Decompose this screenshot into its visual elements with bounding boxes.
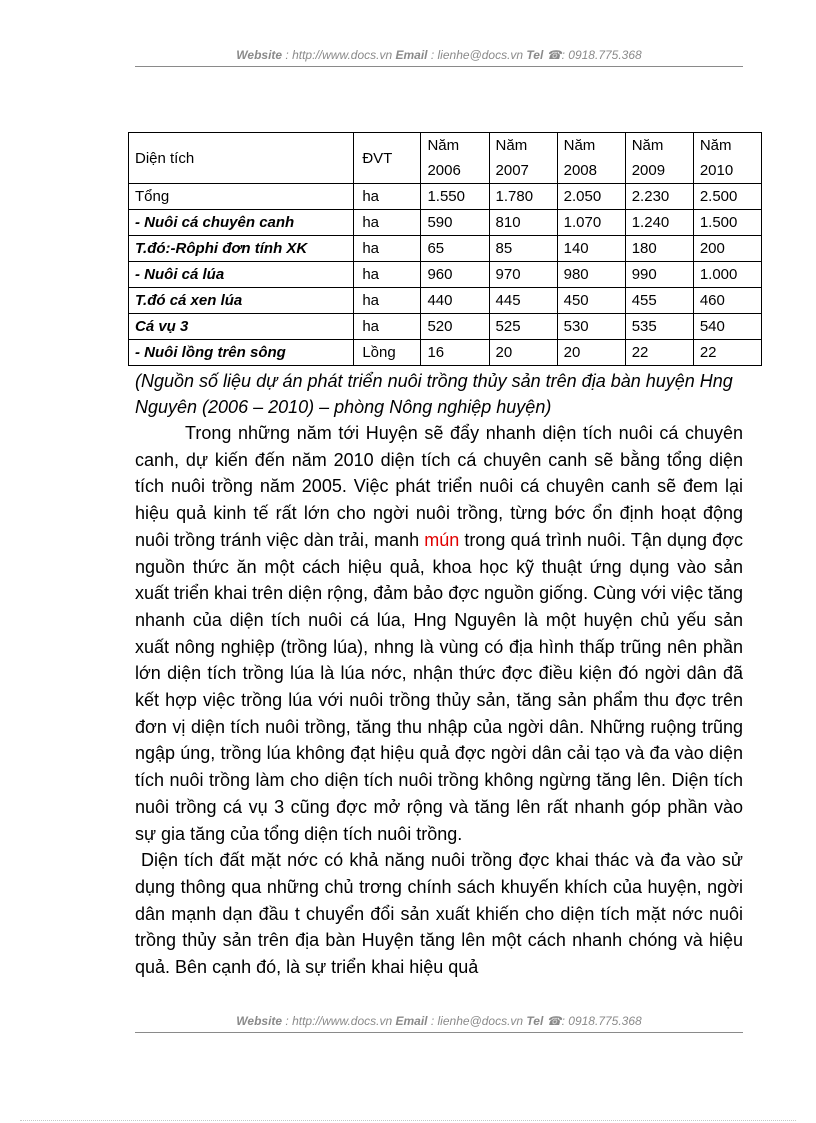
table-row (129, 184, 762, 210)
page-header (135, 48, 743, 67)
row-value: 530 (557, 314, 625, 340)
row-label: - Nuôi lồng trên sông (129, 340, 354, 366)
row-value: 22 (693, 340, 761, 366)
table-row (129, 210, 762, 236)
row-value: 1.070 (557, 210, 625, 236)
header-unit-cell: ĐVT (354, 133, 421, 184)
header-year-cell: Năm 2009 (625, 133, 693, 184)
row-value: 445 (489, 288, 557, 314)
paragraph-1 (135, 420, 743, 847)
row-value: 2.050 (557, 184, 625, 210)
header-email-label: Email (395, 48, 428, 62)
row-value: 535 (625, 314, 693, 340)
footer-email-label: Email (395, 1014, 428, 1028)
header-tel-value: ☎: 0918.775.368 (546, 48, 642, 62)
row-unit: ha (354, 184, 421, 210)
row-value: 180 (625, 236, 693, 262)
row-value: 450 (557, 288, 625, 314)
row-value: 1.000 (693, 262, 761, 288)
table-row (129, 262, 762, 288)
row-label: - Nuôi cá chuyên canh (129, 210, 354, 236)
row-value: 20 (557, 340, 625, 366)
header-website-url: : http://www.docs.vn (285, 48, 393, 62)
row-unit: ha (354, 288, 421, 314)
paragraph-1-text-a: Trong những năm tới Huyện sẽ đẩy nhanh diện tích nuôi cá chuyên canh, dự kiến đến năm 2010 diện tích cá chuyên canh sẽ bằng tổng diện tích nuôi trồng năm 2005. Việc phát triển nuôi cá chuyên canh sẽ đem lại hiệu quả kinh tế rất lớn cho ngời nuôi trồng, từng bớc ổn định hoạt động nuôi trồng tránh việc dàn trải, manh (135, 423, 743, 550)
aquaculture-area-table (128, 132, 762, 366)
row-unit: ha (354, 262, 421, 288)
row-value: 460 (693, 288, 761, 314)
header-tel-label: Tel (526, 48, 544, 62)
footer-website-url: : http://www.docs.vn (285, 1014, 393, 1028)
table-header-row (129, 133, 762, 184)
row-value: 440 (421, 288, 489, 314)
row-unit: ha (354, 210, 421, 236)
row-value: 540 (693, 314, 761, 340)
row-unit: ha (354, 314, 421, 340)
row-value: 200 (693, 236, 761, 262)
row-value: 970 (489, 262, 557, 288)
row-unit: ha (354, 236, 421, 262)
row-value: 990 (625, 262, 693, 288)
document-body (135, 420, 743, 981)
row-label: T.đó cá xen lúa (129, 288, 354, 314)
row-value: 455 (625, 288, 693, 314)
row-value: 1.550 (421, 184, 489, 210)
header-year-cell: Năm 2006 (421, 133, 489, 184)
header-year-cell: Năm 2010 (693, 133, 761, 184)
row-value: 525 (489, 314, 557, 340)
row-label: T.đó:-Rôphi đơn tính XK (129, 236, 354, 262)
table-row (129, 314, 762, 340)
table-row (129, 340, 762, 366)
row-value: 810 (489, 210, 557, 236)
table-source-note: (Nguồn số liệu dự án phát triển nuôi trồng thủy sản trên địa bàn huyện Hng Nguyên (2006 – 2010) – phòng Nông nghiệp huyện) (135, 371, 733, 417)
row-value: 960 (421, 262, 489, 288)
paragraph-2: Diện tích đất mặt nớc có khả năng nuôi trồng đợc khai thác và đa vào sử dụng thông qua những chủ trơng chính sách khuyến khích của huyện, ngời dân mạnh dạn đầu t chuyển đổi sản xuất khiến cho diện tích mặt nớc nuôi trồng thủy sản trên địa bàn Huyện tăng lên một cách nhanh chóng và hiệu quả. Bên cạnh đó, là sự triển khai hiệu quả (135, 850, 743, 978)
row-value: 1.780 (489, 184, 557, 210)
highlighted-word: mún (424, 529, 460, 550)
header-email-value: : lienhe@docs.vn (430, 48, 524, 62)
header-year-cell: Năm 2008 (557, 133, 625, 184)
row-value: 2.500 (693, 184, 761, 210)
paragraph-1-text-b: trong quá trình nuôi. Tận dụng đợc nguồn thức ăn một cách hiệu quả, khoa học kỹ thuật ứng dụng vào sản xuất triển khai trên diện rộng, đảm bảo đợc nguồn giống. Cùng với việc tăng nhanh của diện tích nuôi cá lúa, Hng Nguyên là một huyện chủ yếu sản xuất nông nghiệp (trồng lúa), nhng là vùng có địa hình thấp trũng nên phần lớn diện tích trồng lúa là lúa nớc, nhận thức đợc điều kiện đó ngời dân đã kết hợp việc trồng lúa với nuôi trồng thủy sản, tăng sản phẩm thu đợc trên đơn vị diện tích nuôi trồng, tăng thu nhập của ngời dân. Những ruộng trũng ngập úng, trồng lúa không đạt hiệu quả đợc ngời dân cải tạo và đa vào diện tích nuôi trồng làm cho diện tích nuôi trồng không ngừng tăng lên. Diện tích nuôi trồng cá vụ 3 cũng đợc mở rộng và tăng lên rất nhanh góp phần vào sự gia tăng của tổng diện tích nuôi trồng. (135, 529, 744, 844)
header-year-cell: Năm 2007 (489, 133, 557, 184)
footer-tel-value: ☎: 0918.775.368 (546, 1014, 642, 1028)
footer-website-label: Website (236, 1014, 283, 1028)
row-value: 590 (421, 210, 489, 236)
footer-tel-label: Tel (526, 1014, 544, 1028)
table-row (129, 288, 762, 314)
header-website-label: Website (236, 48, 283, 62)
row-value: 85 (489, 236, 557, 262)
row-label: Tổng (129, 184, 354, 210)
row-value: 16 (421, 340, 489, 366)
page-bottom-divider (20, 1120, 796, 1121)
header-area-cell: Diện tích (129, 133, 354, 184)
row-label: Cá vụ 3 (129, 314, 354, 340)
row-value: 520 (421, 314, 489, 340)
page-footer (135, 1014, 743, 1033)
row-value: 1.240 (625, 210, 693, 236)
row-value: 22 (625, 340, 693, 366)
row-value: 140 (557, 236, 625, 262)
row-unit: Lồng (354, 340, 421, 366)
row-value: 65 (421, 236, 489, 262)
footer-email-value: : lienhe@docs.vn (430, 1014, 524, 1028)
row-value: 20 (489, 340, 557, 366)
row-value: 980 (557, 262, 625, 288)
row-value: 2.230 (625, 184, 693, 210)
row-value: 1.500 (693, 210, 761, 236)
table-row (129, 236, 762, 262)
row-label: - Nuôi cá lúa (129, 262, 354, 288)
